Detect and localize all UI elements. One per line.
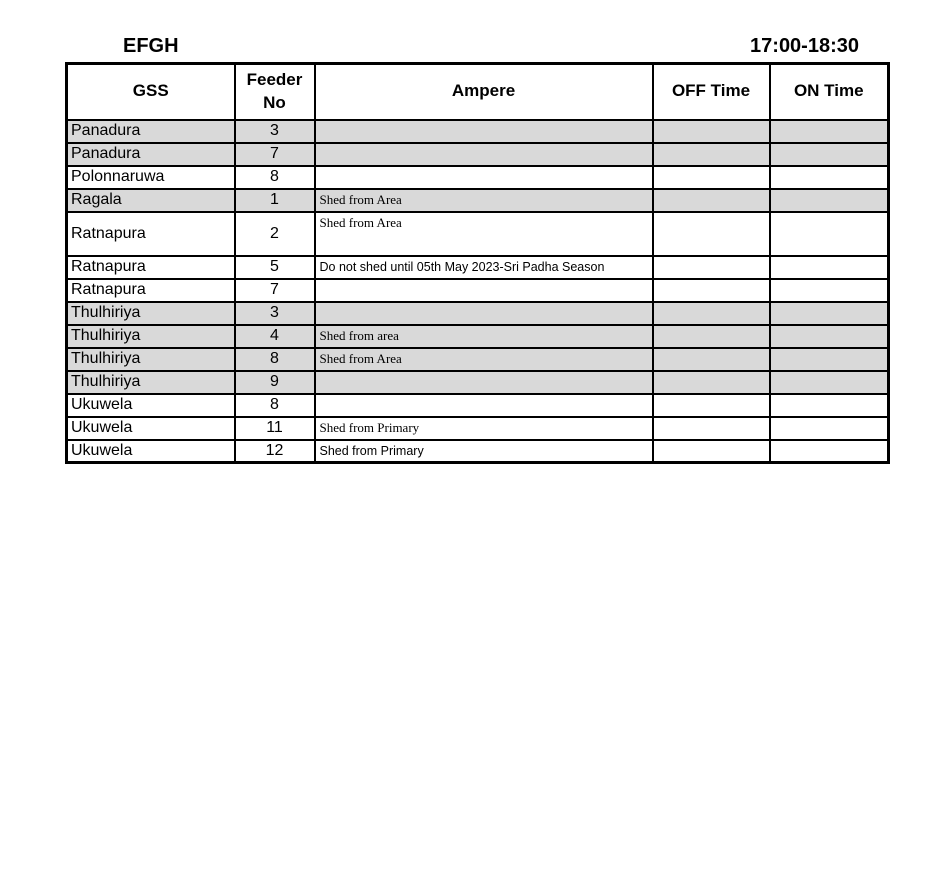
gss-cell: Thulhiriya [67, 302, 235, 325]
time-range-label: 17:00-18:30 [750, 35, 859, 57]
feeder-no-cell: 3 [235, 302, 315, 325]
gss-cell: Ragala [67, 189, 235, 212]
table-row [67, 440, 889, 463]
off-time-cell [653, 189, 770, 212]
on-time-cell [770, 212, 889, 256]
feeder-no-cell: 9 [235, 371, 315, 394]
column-header-on-time: ON Time [770, 64, 889, 120]
off-time-cell [653, 394, 770, 417]
table-row [67, 166, 889, 189]
feeder-no-cell: 3 [235, 120, 315, 143]
on-time-cell [770, 417, 889, 440]
off-time-cell [653, 417, 770, 440]
gss-cell: Ratnapura [67, 212, 235, 256]
ampere-cell [315, 143, 653, 166]
table-row [67, 417, 889, 440]
table-row [67, 212, 889, 256]
table-row [67, 120, 889, 143]
on-time-cell [770, 120, 889, 143]
table-row [67, 394, 889, 417]
on-time-cell [770, 279, 889, 302]
ampere-cell [315, 394, 653, 417]
ampere-cell [315, 166, 653, 189]
on-time-cell [770, 143, 889, 166]
off-time-cell [653, 302, 770, 325]
ampere-cell: Shed from Area [315, 189, 653, 212]
ampere-cell [315, 279, 653, 302]
feeder-no-cell: 8 [235, 348, 315, 371]
off-time-cell [653, 348, 770, 371]
ampere-cell [315, 302, 653, 325]
gss-cell: Polonnaruwa [67, 166, 235, 189]
feeder-no-cell: 2 [235, 212, 315, 256]
off-time-cell [653, 371, 770, 394]
gss-cell: Ukuwela [67, 440, 235, 463]
page-title: EFGH [123, 35, 179, 57]
column-header-ampere: Ampere [315, 64, 653, 120]
on-time-cell [770, 440, 889, 463]
off-time-cell [653, 143, 770, 166]
ampere-cell [315, 371, 653, 394]
table-row [67, 325, 889, 348]
gss-cell: Thulhiriya [67, 348, 235, 371]
gss-cell: Thulhiriya [67, 371, 235, 394]
load-shedding-table [65, 62, 890, 464]
ampere-cell: Shed from Area [315, 348, 653, 371]
on-time-cell [770, 348, 889, 371]
feeder-no-cell: 7 [235, 279, 315, 302]
feeder-no-cell: 5 [235, 256, 315, 279]
on-time-cell [770, 325, 889, 348]
column-header-gss: GSS [67, 64, 235, 120]
off-time-cell [653, 279, 770, 302]
gss-cell: Ukuwela [67, 394, 235, 417]
ampere-cell: Shed from Primary [315, 440, 653, 463]
off-time-cell [653, 440, 770, 463]
on-time-cell [770, 394, 889, 417]
table-row [67, 279, 889, 302]
table-header-row [67, 64, 889, 120]
ampere-cell: Shed from Area [315, 212, 653, 256]
on-time-cell [770, 302, 889, 325]
table-row [67, 348, 889, 371]
gss-cell: Ratnapura [67, 256, 235, 279]
feeder-no-cell: 11 [235, 417, 315, 440]
column-header-feeder-no: Feeder No [235, 64, 315, 120]
ampere-cell [315, 120, 653, 143]
page-header [65, 30, 887, 58]
feeder-no-cell: 1 [235, 189, 315, 212]
off-time-cell [653, 256, 770, 279]
on-time-cell [770, 166, 889, 189]
feeder-no-cell: 12 [235, 440, 315, 463]
off-time-cell [653, 120, 770, 143]
on-time-cell [770, 256, 889, 279]
schedule-content [65, 30, 887, 464]
gss-cell: Panadura [67, 120, 235, 143]
table-row [67, 143, 889, 166]
gss-cell: Ratnapura [67, 279, 235, 302]
table-row [67, 256, 889, 279]
on-time-cell [770, 189, 889, 212]
off-time-cell [653, 325, 770, 348]
gss-cell: Thulhiriya [67, 325, 235, 348]
off-time-cell [653, 166, 770, 189]
feeder-no-cell: 8 [235, 166, 315, 189]
feeder-no-cell: 7 [235, 143, 315, 166]
ampere-cell: Do not shed until 05th May 2023-Sri Padha Season [315, 256, 653, 279]
ampere-cell: Shed from area [315, 325, 653, 348]
on-time-cell [770, 371, 889, 394]
ampere-cell: Shed from Primary [315, 417, 653, 440]
column-header-off-time: OFF Time [653, 64, 770, 120]
feeder-no-cell: 8 [235, 394, 315, 417]
gss-cell: Panadura [67, 143, 235, 166]
table-row [67, 302, 889, 325]
gss-cell: Ukuwela [67, 417, 235, 440]
feeder-no-cell: 4 [235, 325, 315, 348]
table-row [67, 189, 889, 212]
table-row [67, 371, 889, 394]
off-time-cell [653, 212, 770, 256]
